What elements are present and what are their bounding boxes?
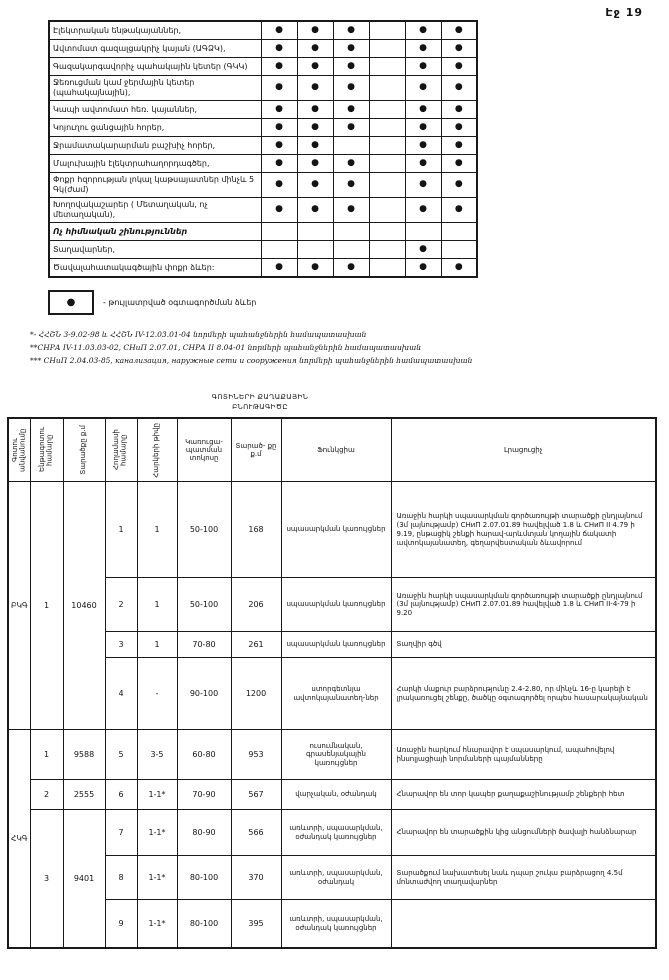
- size-cell: 168: [231, 482, 281, 578]
- function-cell: առևտրի, սպասարկման, օժանդակ կառույցներ: [281, 810, 391, 856]
- dot-cell: ●: [405, 21, 441, 40]
- coverage-cell: 90-100: [177, 658, 231, 730]
- floors-cell: -: [137, 658, 177, 730]
- subzone-cell: 1: [30, 482, 63, 730]
- table-row: [8, 658, 656, 730]
- dot-cell: ●: [405, 101, 441, 119]
- table-row: [49, 137, 477, 155]
- table2-title: [0, 393, 520, 413]
- dot-cell: [369, 155, 405, 173]
- dot-cell: ●: [441, 76, 477, 101]
- dot-cell: [369, 58, 405, 76]
- dot-cell: ●: [333, 21, 369, 40]
- plot-cell: 9: [105, 900, 137, 948]
- function-cell: առևտրի, սպասարկման, օժանդակ կառույցներ: [281, 900, 391, 948]
- dot-cell: ●: [333, 198, 369, 223]
- facility-label: Խողովակաշարեր ( Մետաղական, ոչ մետաղական),: [49, 198, 261, 223]
- dot-cell: [369, 241, 405, 259]
- dot-cell: ●: [441, 155, 477, 173]
- size-cell: 567: [231, 780, 281, 810]
- note-cell: Առաջին հարկում հնարավոր է սպասարկում, ապահովելով ինսոլյացիայի նորմաների պայմանները: [391, 730, 656, 780]
- facility-label: Փոքր հզորության լոկալ կաթսայատներ մինչև 5 Գկ(ժամ): [49, 173, 261, 198]
- floors-cell: 1-1*: [137, 856, 177, 900]
- plot-cell: 3: [105, 632, 137, 658]
- dot-cell: [369, 101, 405, 119]
- table-row: [49, 173, 477, 198]
- dot-cell: [369, 40, 405, 58]
- dot-cell: ●: [441, 259, 477, 278]
- zone-cell: ԲԿԳ: [8, 482, 30, 730]
- dot-cell: [333, 223, 369, 241]
- size-cell: 566: [231, 810, 281, 856]
- dot-cell: ●: [297, 259, 333, 278]
- dot-cell: [441, 241, 477, 259]
- plot-cell: 6: [105, 780, 137, 810]
- dot-cell: ●: [297, 21, 333, 40]
- dot-cell: ●: [333, 155, 369, 173]
- plot-cell: 8: [105, 856, 137, 900]
- dot-cell: [333, 241, 369, 259]
- function-cell: սպասարկման կառույցներ: [281, 632, 391, 658]
- facility-label: Ծավալահատակագծային փոքր ձևեր:: [49, 259, 261, 278]
- dot-cell: ●: [261, 173, 297, 198]
- facility-label: Ջրամատակարարման բաշխիչ հորեր,: [49, 137, 261, 155]
- table-row: [49, 119, 477, 137]
- dot-cell: ●: [261, 155, 297, 173]
- facility-label: Գազակարգավորիչ պահակային կետեր (ԳԿԿ): [49, 58, 261, 76]
- note-cell: Առաջին հարկի սպասարկման գործառույթի տարածքի ընդլայնում (3մ լայնությամբ) СНиП 2.07.01.89 հավելված 1.8 և СНиП II 4.79 ի 9.19, ընթացիկ շենքի հարավ-արևմտյան կողային ճակատի ավտոկայանատեղ, գեղարվեստական ձևավորում: [391, 482, 656, 578]
- permitted-use-table-wrap: [0, 0, 669, 278]
- floors-cell: 1: [137, 632, 177, 658]
- table-row: [8, 730, 656, 780]
- col-plot-number: Հողամասի համարը: [105, 418, 137, 482]
- dot-cell: ●: [441, 173, 477, 198]
- dot-cell: ●: [441, 21, 477, 40]
- size-cell: 395: [231, 900, 281, 948]
- note-cell: Տարածքում նախատեսել նաև դպար շուկա բարձրացող 4.5մ մոնտաժվող տաղավարներ: [391, 856, 656, 900]
- page-number: Էջ 19: [605, 6, 643, 19]
- col-coverage: Կառուցա- պատման տոկոսը: [177, 418, 231, 482]
- dot-cell: ●: [297, 119, 333, 137]
- floors-cell: 3-5: [137, 730, 177, 780]
- dot-cell: [297, 241, 333, 259]
- table-row: [49, 198, 477, 223]
- note-cell: Տաղվիր գծվ: [391, 632, 656, 658]
- function-cell: վարչական, օժանդակ: [281, 780, 391, 810]
- coverage-cell: 80-100: [177, 856, 231, 900]
- dot-cell: ●: [333, 119, 369, 137]
- dot-cell: ●: [405, 259, 441, 278]
- note-cell: Հնարավոր են տարածքին կից անցումների ծավալի հանձնարար: [391, 810, 656, 856]
- table-row: [49, 101, 477, 119]
- table-row: [8, 810, 656, 856]
- dot-cell: [369, 76, 405, 101]
- dot-cell: ●: [441, 101, 477, 119]
- dot-cell: ●: [333, 173, 369, 198]
- dot-cell: ●: [405, 173, 441, 198]
- dot-cell: ●: [333, 58, 369, 76]
- dot-cell: ●: [333, 76, 369, 101]
- plot-cell: 4: [105, 658, 137, 730]
- size-cell: 370: [231, 856, 281, 900]
- function-cell: ստորգետնյա ավտոկայանատեղ-ներ: [281, 658, 391, 730]
- facility-label: Կապի ավտոմատ հեռ. կայաններ,: [49, 101, 261, 119]
- legend-text: - թույլատրված օգտագործման ձևեր: [103, 298, 257, 307]
- dot-cell: ●: [405, 137, 441, 155]
- facility-label: Ջեռուցման կամ ջերմային կետեր (պահակայնային),: [49, 76, 261, 101]
- dot-cell: [333, 137, 369, 155]
- table-row: [49, 40, 477, 58]
- col-subzone: Ենթագոտու համարը: [30, 418, 63, 482]
- footnote-1: *- ՀՀՇՆ 3-9.02-98 և ՀՀՇՆ IV-12.03.01-04 նորմերի պահանջներին համապատասխան: [30, 330, 367, 339]
- dot-cell: ●: [405, 40, 441, 58]
- function-cell: ուսումնական, գրասենյակային կառույցներ: [281, 730, 391, 780]
- dot-cell: [369, 259, 405, 278]
- zone-cell: ՀԿԳ: [8, 730, 30, 948]
- area-cell: 10460: [63, 482, 105, 730]
- floors-cell: 1-1*: [137, 810, 177, 856]
- facility-label: Ավտոմատ գազալցակրիչ կայան (ԱԳՁԿ),: [49, 40, 261, 58]
- legend-dot-icon: ●: [48, 290, 94, 315]
- dot-cell: ●: [297, 76, 333, 101]
- permitted-use-table: [48, 20, 478, 278]
- dot-cell: ●: [261, 76, 297, 101]
- note-cell: Առաջին հարկի սպասարկման գործառույթի տարածքի ընդլայնում (3մ լայնությամբ) СНиП 2.07.01.89 հավելված 1.8 և СНиП II-4-79 ի 9.20: [391, 578, 656, 632]
- facility-label: Էլեկտրական ենթակայաններ,: [49, 21, 261, 40]
- dot-cell: [369, 119, 405, 137]
- plot-cell: 7: [105, 810, 137, 856]
- size-cell: 953: [231, 730, 281, 780]
- area-cell: 9401: [63, 810, 105, 948]
- coverage-cell: 70-80: [177, 632, 231, 658]
- dot-cell: ●: [333, 101, 369, 119]
- subzone-cell: 1: [30, 730, 63, 780]
- legend: [48, 290, 669, 315]
- col-floors: Հարկերի թիվը: [137, 418, 177, 482]
- dot-cell: ●: [333, 40, 369, 58]
- header-row: [8, 418, 656, 482]
- dot-cell: ●: [405, 155, 441, 173]
- col-zone-name: Գոտու անվանումը: [8, 418, 30, 482]
- area-cell: 2555: [63, 780, 105, 810]
- size-cell: 261: [231, 632, 281, 658]
- dot-cell: [261, 241, 297, 259]
- footnote-3: *** СНиП 2.04.03-85, канализация, наружные сети и сооружения նորմերի պահանջներին համապատասխան: [30, 355, 473, 365]
- coverage-cell: 50-100: [177, 482, 231, 578]
- plot-cell: 5: [105, 730, 137, 780]
- dot-cell: [369, 198, 405, 223]
- area-cell: 9588: [63, 730, 105, 780]
- note-cell: [391, 900, 656, 948]
- table-row: [8, 632, 656, 658]
- dot-cell: ●: [261, 137, 297, 155]
- dot-cell: ●: [297, 40, 333, 58]
- plot-cell: 2: [105, 578, 137, 632]
- table-row: [8, 482, 656, 578]
- table-row: [8, 780, 656, 810]
- function-cell: սպասարկման կառույցներ: [281, 482, 391, 578]
- dot-cell: ●: [261, 101, 297, 119]
- dot-cell: ●: [297, 101, 333, 119]
- table-row: [49, 21, 477, 40]
- dot-cell: ●: [333, 259, 369, 278]
- col-area: Տարածքը ք.մ: [63, 418, 105, 482]
- note-cell: Հարկի մաքուր բարձրությունը 2.4-2.80, որ մինչև 16-ը կարելի է լրակառուցել շենքը, ծածկը օգտագործել որպես հասարակայնական: [391, 658, 656, 730]
- dot-cell: ●: [261, 40, 297, 58]
- dot-cell: ●: [441, 119, 477, 137]
- dot-cell: ●: [297, 137, 333, 155]
- dot-cell: [369, 137, 405, 155]
- dot-cell: ●: [441, 40, 477, 58]
- dot-cell: ●: [441, 137, 477, 155]
- dot-cell: ●: [297, 173, 333, 198]
- note-cell: Հնարավոր են տոր կապեր քաղաքաշինությամբ շենքերի հետ: [391, 780, 656, 810]
- dot-cell: [405, 223, 441, 241]
- table2-title-line2: ԲՆՈՒԹԱԳԻԾԸ: [232, 403, 288, 412]
- dot-cell: [441, 223, 477, 241]
- coverage-cell: 80-90: [177, 810, 231, 856]
- table2-title-line1: ԳՈՏԻՆԵՐԻ ՔԱՂԱՔԱՅԻՆ: [211, 393, 309, 402]
- plot-cell: 1: [105, 482, 137, 578]
- table-row: [8, 900, 656, 948]
- footnote-2: **СНРА IV-11.03.03-02, СНиП 2.07.01, СНРА II 8.04-01 նորմերի պահանջներին համապատասխան: [30, 342, 421, 352]
- dot-cell: ●: [261, 119, 297, 137]
- section-label: Ոչ հիմնական շինություններ: [49, 223, 261, 241]
- size-cell: 206: [231, 578, 281, 632]
- dot-cell: ●: [405, 76, 441, 101]
- zone-characteristics-table: [7, 417, 657, 949]
- floors-cell: 1: [137, 578, 177, 632]
- dot-cell: ●: [297, 198, 333, 223]
- dot-cell: ●: [441, 58, 477, 76]
- coverage-cell: 50-100: [177, 578, 231, 632]
- dot-cell: ●: [261, 21, 297, 40]
- table-row: [49, 259, 477, 278]
- dot-cell: ●: [261, 259, 297, 278]
- dot-cell: [369, 173, 405, 198]
- dot-cell: [261, 223, 297, 241]
- size-cell: 1200: [231, 658, 281, 730]
- facility-label: Մալուխային էլեկտրահաղորդագծեր,: [49, 155, 261, 173]
- floors-cell: 1-1*: [137, 900, 177, 948]
- facility-label: Տաղավարներ,: [49, 241, 261, 259]
- dot-cell: ●: [405, 58, 441, 76]
- coverage-cell: 60-80: [177, 730, 231, 780]
- function-cell: սպասարկման կառույցներ: [281, 578, 391, 632]
- dot-cell: [369, 223, 405, 241]
- function-cell: առևտրի, սպասարկման, օժանդակ: [281, 856, 391, 900]
- coverage-cell: 80-100: [177, 900, 231, 948]
- subzone-cell: 3: [30, 810, 63, 948]
- table-row: [49, 58, 477, 76]
- facility-label: Կոյուղու ցանցային հորեր,: [49, 119, 261, 137]
- col-notes: Լրացուցիչ: [391, 418, 656, 482]
- dot-cell: ●: [441, 198, 477, 223]
- col-plot-area: Տարած- քը ք.մ: [231, 418, 281, 482]
- table-row-section: [49, 223, 477, 241]
- dot-cell: ●: [297, 155, 333, 173]
- footnotes: [30, 329, 669, 367]
- dot-cell: ●: [405, 119, 441, 137]
- dot-cell: [297, 223, 333, 241]
- dot-cell: [369, 21, 405, 40]
- floors-cell: 1-1*: [137, 780, 177, 810]
- dot-cell: ●: [405, 241, 441, 259]
- dot-cell: ●: [297, 58, 333, 76]
- dot-cell: ●: [261, 58, 297, 76]
- dot-cell: ●: [261, 198, 297, 223]
- table-row: [49, 76, 477, 101]
- table-row: [49, 241, 477, 259]
- col-function: Ֆունկցիա: [281, 418, 391, 482]
- dot-cell: ●: [405, 198, 441, 223]
- table-row: [49, 155, 477, 173]
- coverage-cell: 70-90: [177, 780, 231, 810]
- table-row: [8, 578, 656, 632]
- subzone-cell: 2: [30, 780, 63, 810]
- table-row: [8, 856, 656, 900]
- floors-cell: 1: [137, 482, 177, 578]
